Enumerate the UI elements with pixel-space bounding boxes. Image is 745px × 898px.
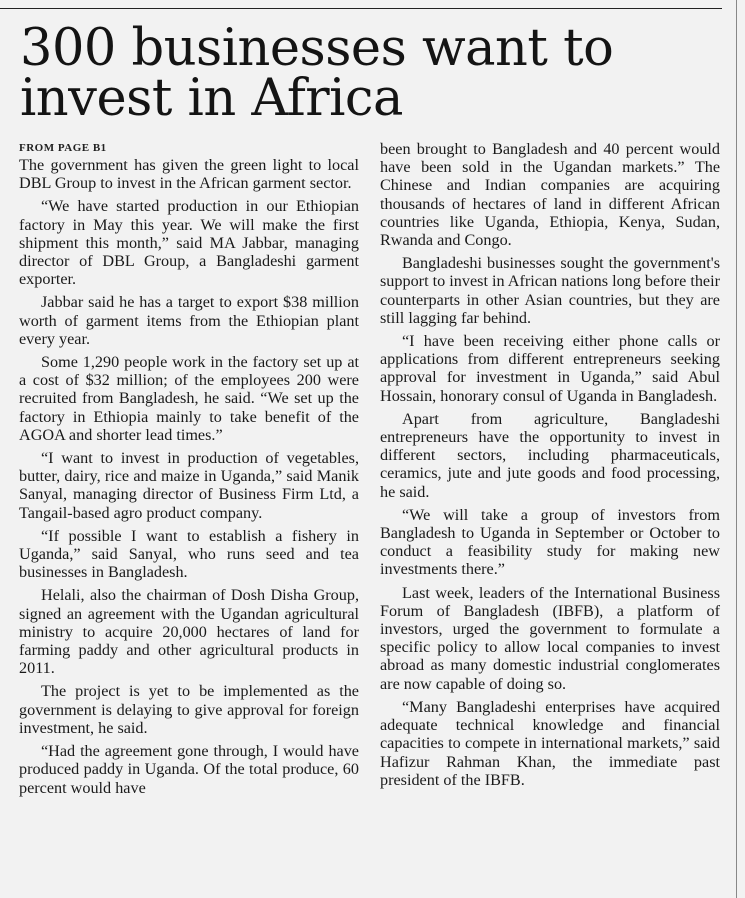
page-edge-rule [736, 0, 737, 898]
paragraph: “If possible I want to establish a fishery in Uganda,” said Sanyal, who runs seed and tea businesses in Bangladesh. [19, 526, 359, 582]
paragraph: The project is yet to be implemented as the government is delaying to give approval for foreign investment, he said. [19, 682, 359, 737]
headline: 300 businesses want to invest in Africa [20, 19, 614, 128]
paragraph: Helali, also the chairman of Dosh Disha Group, signed an agreement with the Ugandan agricultural ministry to acquire 20,000 hectares of land for farming paddy and other agricultural products in 2011. [19, 586, 359, 678]
paragraph: Apart from agriculture, Bangladeshi entrepreneurs have the opportunity to invest in different sectors, including pharmaceuticals, ceramics, jute and jute goods and food processing, he said. [380, 409, 720, 501]
paragraph: “Had the agreement gone through, I would have produced paddy in Uganda. Of the total produce, 60 percent would have [19, 742, 359, 797]
paragraph: been brought to Bangladesh and 40 percent would have been sold in the Ugandan markets.” The Chinese and Indian companies are acquiring thousands of hectares of land in different African countries like Uganda, Ethiopia, Kenya, Sudan, Rwanda and Congo. [380, 140, 720, 250]
paragraph: The government has given the green light to local DBL Group to invest in the African garment sector. [19, 156, 359, 193]
paragraph: “We will take a group of investors from Bangladesh to Uganda in September or October to conduct a feasibility study for making new investments there.” [380, 505, 720, 579]
left-column [19, 141, 359, 797]
continuation-label: FROM PAGE B1 [19, 142, 107, 154]
right-column [380, 140, 720, 789]
top-rule [0, 8, 722, 9]
paragraph: Bangladeshi businesses sought the government's support to invest in African nations long before their counterparts in other Asian countries, but they are still lagging far behind. [380, 254, 720, 327]
paragraph: Last week, leaders of the International Business Forum of Bangladesh (IBFB), a platform of investors, urged the government to formulate a specific policy to allow local companies to invest abroad as many domestic industrial conglomerates are now capable of doing so. [380, 583, 720, 693]
paragraph: “Many Bangladeshi enterprises have acquired adequate technical knowledge and financial capacities to compete in international markets,” said Hafizur Rahman Khan, the immediate past president of the IBFB. [380, 697, 720, 789]
paragraph: Jabbar said he has a target to export $38 million worth of garment items from the Ethiopian plant every year. [19, 293, 359, 348]
paragraph: “I want to invest in production of vegetables, butter, dairy, rice and maize in Uganda,” said Manik Sanyal, managing director of Business Firm Ltd, a Tangail-based agro product company. [19, 449, 359, 522]
paragraph: “We have started production in our Ethiopian factory in May this year. We will make the first shipment this month,” said MA Jabbar, managing director of DBL Group, a Bangladeshi garment exporter. [19, 197, 359, 289]
paragraph: Some 1,290 people work in the factory set up at a cost of $32 million; of the employees 200 were recruited from Bangladesh, he said. “We set up the factory in Ethiopia mainly to take benefit of the AGOA and shorter lead times.” [19, 353, 359, 444]
paragraph: “I have been receiving either phone calls or applications from different entrepreneurs seeking approval for investment in Uganda,” said Abul Hossain, honorary consul of Uganda in Bangladesh. [380, 332, 720, 405]
